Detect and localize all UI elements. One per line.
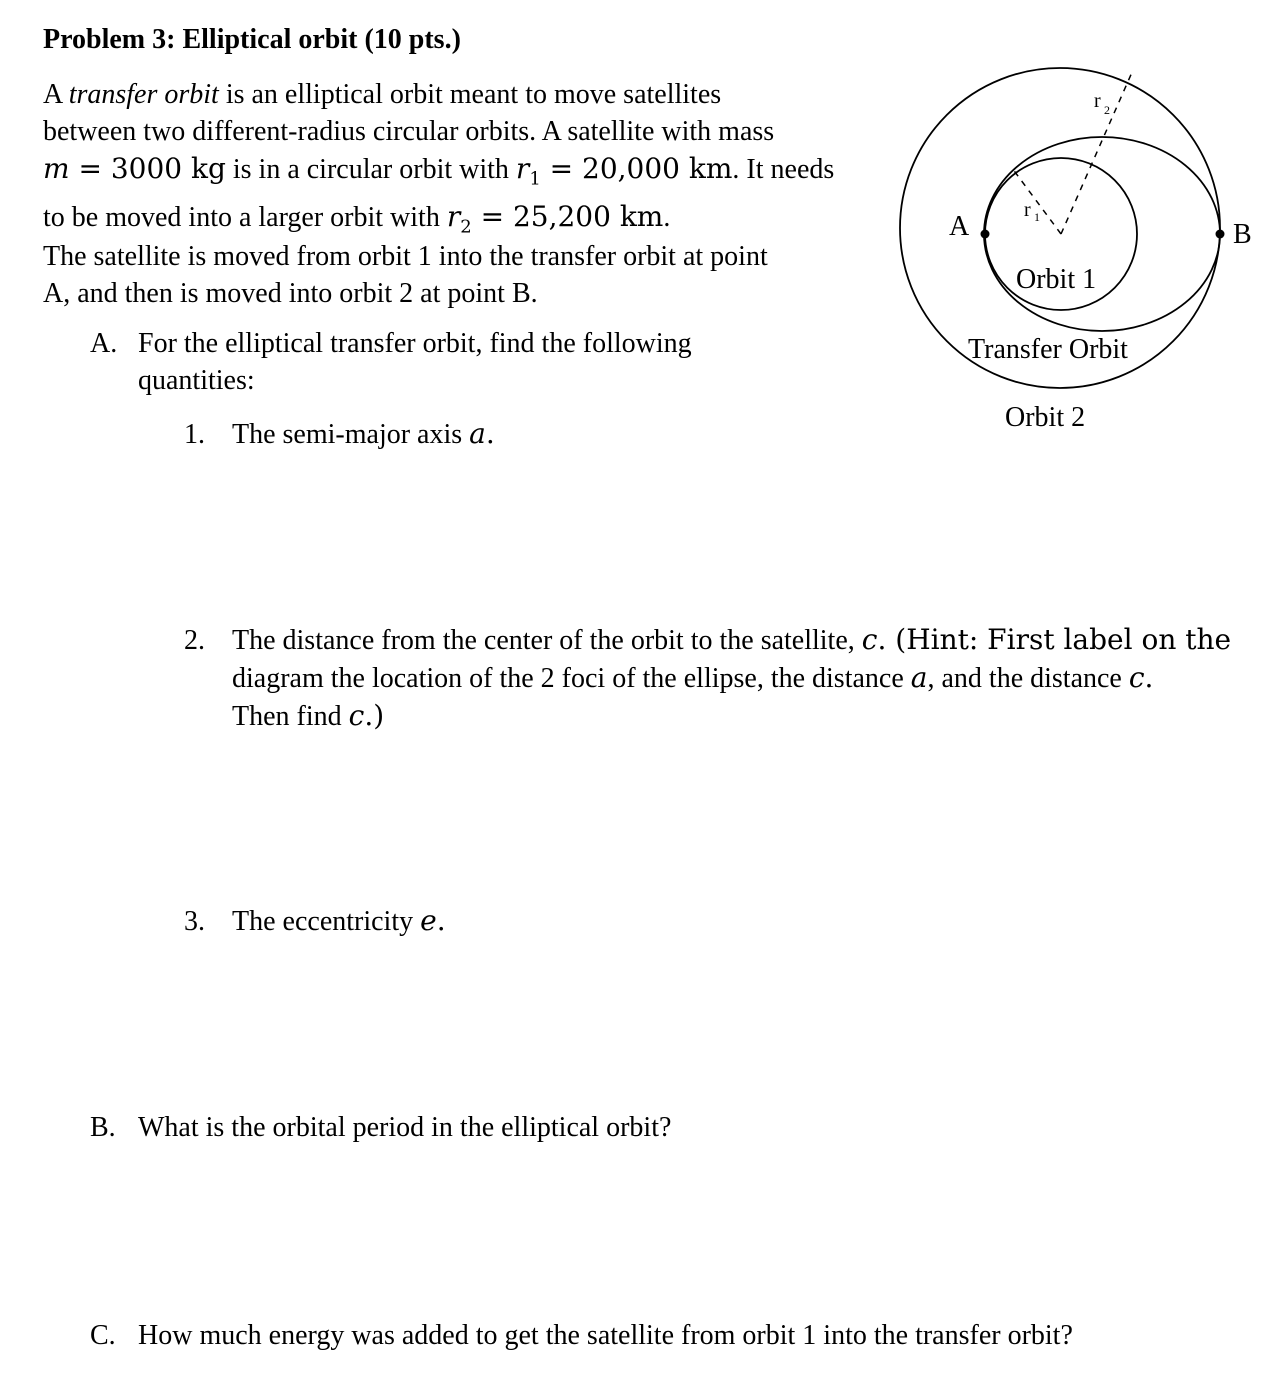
- intro-text: .: [663, 201, 671, 233]
- part-b: [90, 1109, 671, 1146]
- r2-value: = 25,200 km: [471, 199, 664, 233]
- var-e: e: [420, 904, 437, 937]
- question-a1: [184, 415, 495, 453]
- question-a2-number: 2.: [184, 625, 205, 656]
- var-c: c: [861, 623, 878, 656]
- var-a: a: [469, 417, 486, 450]
- question-a2-text: .: [1144, 661, 1154, 694]
- transfer-line-1: The satellite is moved from orbit 1 into the transfer orbit at point: [43, 241, 768, 272]
- intro-text: is in a circular orbit with: [225, 154, 516, 185]
- transfer-orbit-label: Transfer Orbit: [968, 334, 1128, 365]
- intro-line-3: [43, 150, 834, 198]
- r2-label: r: [1094, 90, 1101, 112]
- intro-text: is an elliptical orbit meant to move satellites: [218, 79, 722, 110]
- orbit-1-label: Orbit 1: [1016, 264, 1097, 295]
- part-a-line-1: For the elliptical transfer orbit, find the following: [138, 328, 692, 359]
- question-a2-text: , and the distance: [927, 663, 1129, 694]
- problem-title: Problem 3: Elliptical orbit (10 pts.): [43, 24, 461, 55]
- question-a3-number: 3.: [184, 906, 205, 937]
- var-r1: r: [515, 152, 530, 185]
- radius-r1-line: [1012, 168, 1061, 234]
- part-a-label: A.: [90, 328, 118, 359]
- var-m: m: [43, 152, 70, 185]
- point-a-label: A: [949, 211, 970, 242]
- part-a-line-2: quantities:: [138, 365, 255, 396]
- question-a2-text: Then find: [232, 701, 349, 732]
- r1-label-subscript: 1: [1034, 210, 1040, 224]
- transfer-line-2: A, and then is moved into orbit 2 at point B.: [43, 278, 538, 309]
- question-a2-text: diagram the location of the 2 foci of the ellipse, the distance: [232, 663, 911, 694]
- var-a: a: [910, 661, 928, 694]
- intro-text: to be moved into a larger orbit with: [43, 201, 447, 233]
- question-a3-end: .: [436, 904, 446, 937]
- intro-text: . It needs: [732, 154, 835, 185]
- intro-line-1: [43, 76, 834, 113]
- point-b-marker: [1216, 230, 1225, 239]
- subscript-1: 1: [529, 168, 541, 190]
- r2-label-subscript: 2: [1104, 103, 1110, 117]
- point-b-label: B: [1233, 219, 1252, 250]
- question-a3-text: The eccentricity: [232, 906, 421, 937]
- question-a2: [184, 621, 1231, 735]
- var-c: c: [348, 699, 365, 732]
- intro-text: A: [43, 79, 69, 110]
- subscript-2: 2: [460, 216, 472, 238]
- var-c: c: [1128, 661, 1145, 694]
- question-a1-end: .: [485, 417, 495, 450]
- question-a2-text: . (Hint: First label on the: [877, 623, 1232, 656]
- point-a-marker: [981, 230, 990, 239]
- r1-label: r: [1024, 199, 1031, 221]
- var-r2: r: [446, 199, 461, 233]
- part-b-label: B.: [90, 1112, 116, 1143]
- part-a: [90, 325, 692, 399]
- question-a1-text: The semi-major axis: [232, 419, 470, 450]
- transfer-paragraph: [43, 238, 768, 312]
- question-a2-text: .): [364, 699, 385, 732]
- part-c: [90, 1317, 1073, 1354]
- question-a2-text: The distance from the center of the orbit to the satellite,: [232, 625, 862, 656]
- transfer-orbit-ellipse: [984, 137, 1220, 331]
- part-c-text: How much energy was added to get the satellite from orbit 1 into the transfer orbit?: [138, 1320, 1073, 1351]
- orbit-2-label: Orbit 2: [1005, 402, 1086, 433]
- intro-line-2: between two different-radius circular orbits. A satellite with mass: [43, 116, 775, 147]
- part-c-label: C.: [90, 1320, 116, 1351]
- question-a3: [184, 902, 446, 940]
- mass-value: = 3000 kg: [69, 152, 226, 185]
- intro-emphasis: transfer orbit: [68, 79, 219, 110]
- part-b-text: What is the orbital period in the elliptical orbit?: [138, 1112, 672, 1143]
- r1-value: = 20,000 km: [540, 152, 733, 185]
- orbit-diagram: [880, 60, 1272, 460]
- intro-paragraph: [43, 76, 834, 245]
- question-a1-number: 1.: [184, 419, 205, 450]
